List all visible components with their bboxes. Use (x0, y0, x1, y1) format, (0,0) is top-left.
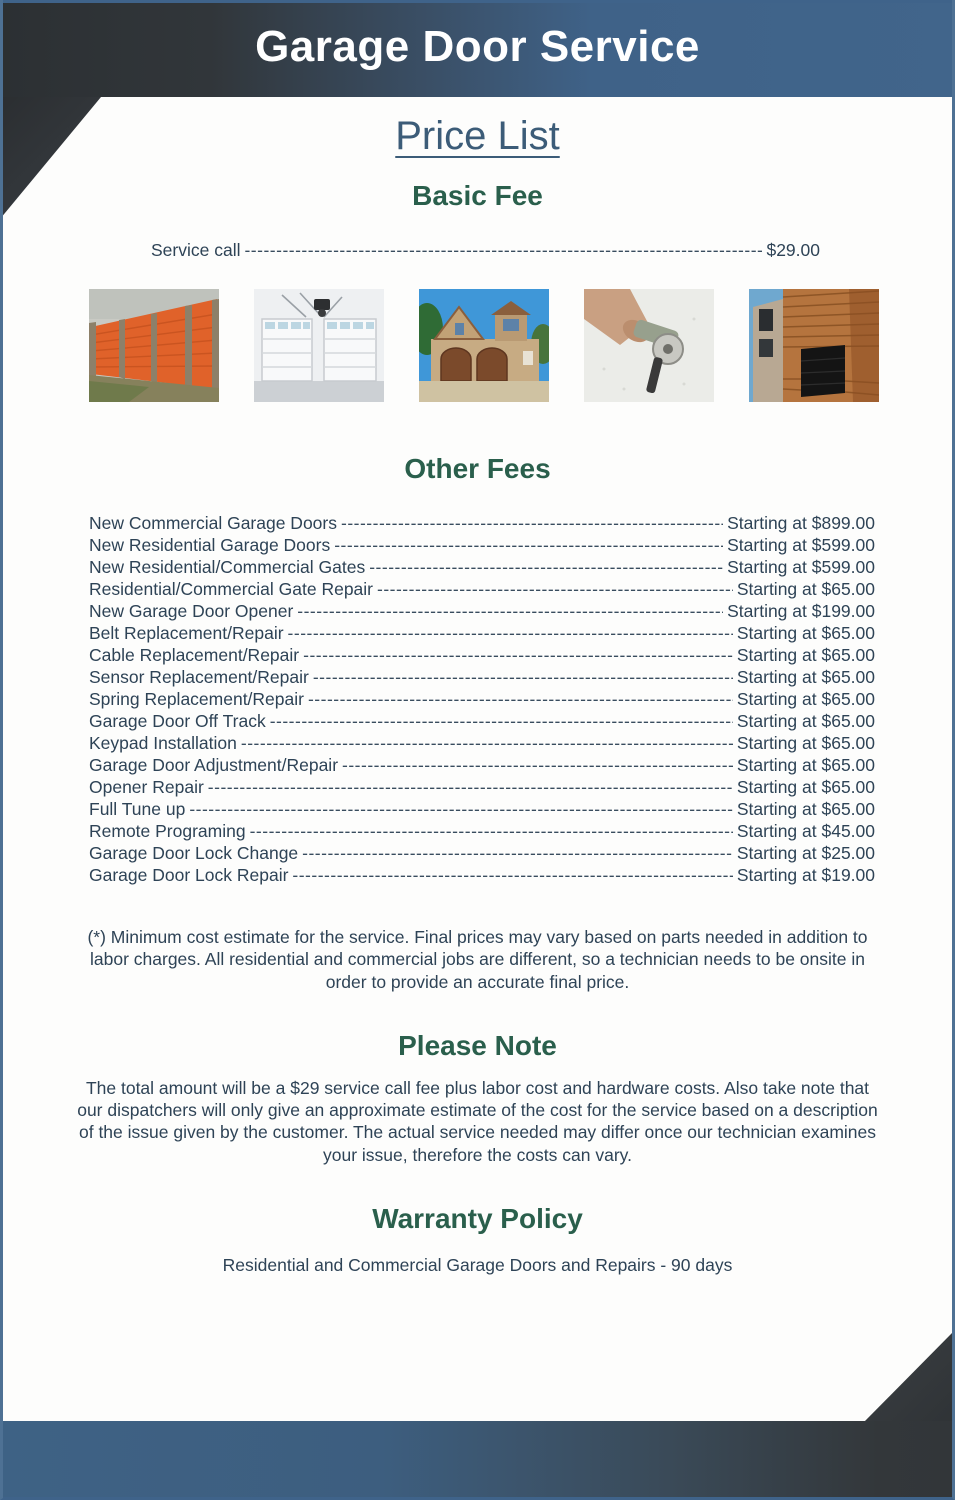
fee-label: New Garage Door Opener (89, 601, 294, 621)
dash-leader (313, 666, 733, 688)
dash-leader (241, 732, 733, 754)
garage-interior-image (254, 289, 384, 402)
fee-price: Starting at $199.00 (727, 601, 875, 621)
fee-label: Sensor Replacement/Repair (89, 667, 309, 687)
fee-row (89, 600, 875, 622)
fee-row (89, 754, 875, 776)
fee-row (89, 776, 875, 798)
fee-row (89, 688, 875, 710)
dash-leader (377, 578, 733, 600)
fee-price: Starting at $65.00 (736, 689, 875, 709)
fee-list (89, 512, 875, 886)
page-header-title: Garage Door Service (255, 22, 700, 71)
fee-row (89, 578, 875, 600)
fee-price: Starting at $65.00 (736, 777, 875, 797)
fee-label: Keypad Installation (89, 733, 237, 753)
fee-label: Residential/Commercial Gate Repair (89, 579, 373, 599)
dash-leader (208, 776, 733, 798)
fee-price: Starting at $65.00 (736, 645, 875, 665)
fee-row (89, 798, 875, 820)
header-band (0, 0, 955, 97)
dash-leader (303, 644, 733, 666)
dash-leader (250, 820, 733, 842)
please-note-text: The total amount will be a $29 service call fee plus labor cost and hardware costs. Also take note that our dispatchers will only give an approximate estimate of the cost for the service based on a description of the issue given by the customer. The actual service needed may differ once our technician examines your issue, therefore the costs can vary. (77, 1077, 878, 1165)
fee-label: Opener Repair (89, 777, 204, 797)
fee-price: Starting at $599.00 (727, 535, 875, 555)
photo-strip (89, 289, 879, 402)
fee-row (89, 842, 875, 864)
fee-label: Remote Programing (89, 821, 246, 841)
fee-label: Garage Door Lock Repair (89, 865, 289, 885)
fee-row (89, 732, 875, 754)
fee-row (89, 820, 875, 842)
fee-price: Starting at $65.00 (736, 733, 875, 753)
dash-leader (288, 622, 733, 644)
fee-price: Starting at $65.00 (736, 755, 875, 775)
fee-price: Starting at $65.00 (736, 579, 875, 599)
fee-price: Starting at $65.00 (736, 623, 875, 643)
wooden-garage-image (749, 289, 879, 402)
fee-label: Full Tune up (89, 799, 186, 819)
fee-row (89, 666, 875, 688)
basic-fee-heading: Basic Fee (412, 180, 543, 211)
tool-on-wall-image (584, 289, 714, 402)
fee-label: New Residential/Commercial Gates (89, 557, 366, 577)
fee-label: Garage Door Adjustment/Repair (89, 755, 339, 775)
service-call-label: Service call (151, 240, 241, 260)
fee-label: Spring Replacement/Repair (89, 689, 304, 709)
fee-row (89, 864, 875, 886)
other-fees-heading: Other Fees (404, 453, 551, 484)
service-call-price: $29.00 (766, 240, 820, 260)
fee-price: Starting at $45.00 (736, 821, 875, 841)
photo-wooden-garage-exterior (749, 289, 879, 402)
dash-leader (341, 512, 723, 534)
fee-row (89, 556, 875, 578)
disclaimer-text: (*) Minimum cost estimate for the service. Final prices may vary based on parts needed in addition to labor charges. All residential and commercial jobs are different, so a technician needs to be onsite in order to provide an accurate final price. (87, 927, 868, 992)
content-area (3, 97, 952, 1276)
fee-price: Starting at $19.00 (736, 865, 875, 885)
house-garage-image (419, 289, 549, 402)
warranty-policy-heading: Warranty Policy (372, 1203, 583, 1235)
dash-leader (189, 798, 733, 820)
service-call-row (151, 239, 820, 261)
photo-orange-storage-unit-doors (89, 289, 219, 402)
orange-storage-doors-image (89, 289, 219, 402)
photo-residential-house-double-garage (419, 289, 549, 402)
fee-price: Starting at $599.00 (727, 557, 875, 577)
dash-leader (297, 600, 723, 622)
page-title: Price List (395, 114, 560, 158)
fee-row (89, 644, 875, 666)
fee-price: Starting at $65.00 (736, 799, 875, 819)
fee-label: New Residential Garage Doors (89, 535, 331, 555)
fee-price: Starting at $25.00 (736, 843, 875, 863)
fee-row (89, 512, 875, 534)
dash-leader (292, 864, 732, 886)
fee-label: New Commercial Garage Doors (89, 513, 337, 533)
photo-garage-interior-with-opener (254, 289, 384, 402)
fee-label: Cable Replacement/Repair (89, 645, 300, 665)
dash-leader (308, 688, 733, 710)
dash-leader (342, 754, 733, 776)
fee-row (89, 534, 875, 556)
please-note-heading: Please Note (398, 1029, 557, 1061)
dash-leader (244, 239, 762, 261)
dash-leader (270, 710, 733, 732)
fee-price: Starting at $899.00 (727, 513, 875, 533)
fee-label: Garage Door Off Track (89, 711, 266, 731)
fee-price: Starting at $65.00 (736, 711, 875, 731)
fee-row (89, 710, 875, 732)
photo-technician-tool-on-wall (584, 289, 714, 402)
dash-leader (334, 534, 723, 556)
dash-leader (369, 556, 723, 578)
fee-label: Belt Replacement/Repair (89, 623, 284, 643)
footer-band (0, 1421, 955, 1500)
dash-leader (302, 842, 733, 864)
bottom-right-corner-accent (863, 1330, 955, 1423)
fee-row (89, 622, 875, 644)
warranty-policy-text: Residential and Commercial Garage Doors and Repairs - 90 days (222, 1255, 733, 1276)
fee-label: Garage Door Lock Change (89, 843, 299, 863)
fee-price: Starting at $65.00 (736, 667, 875, 687)
